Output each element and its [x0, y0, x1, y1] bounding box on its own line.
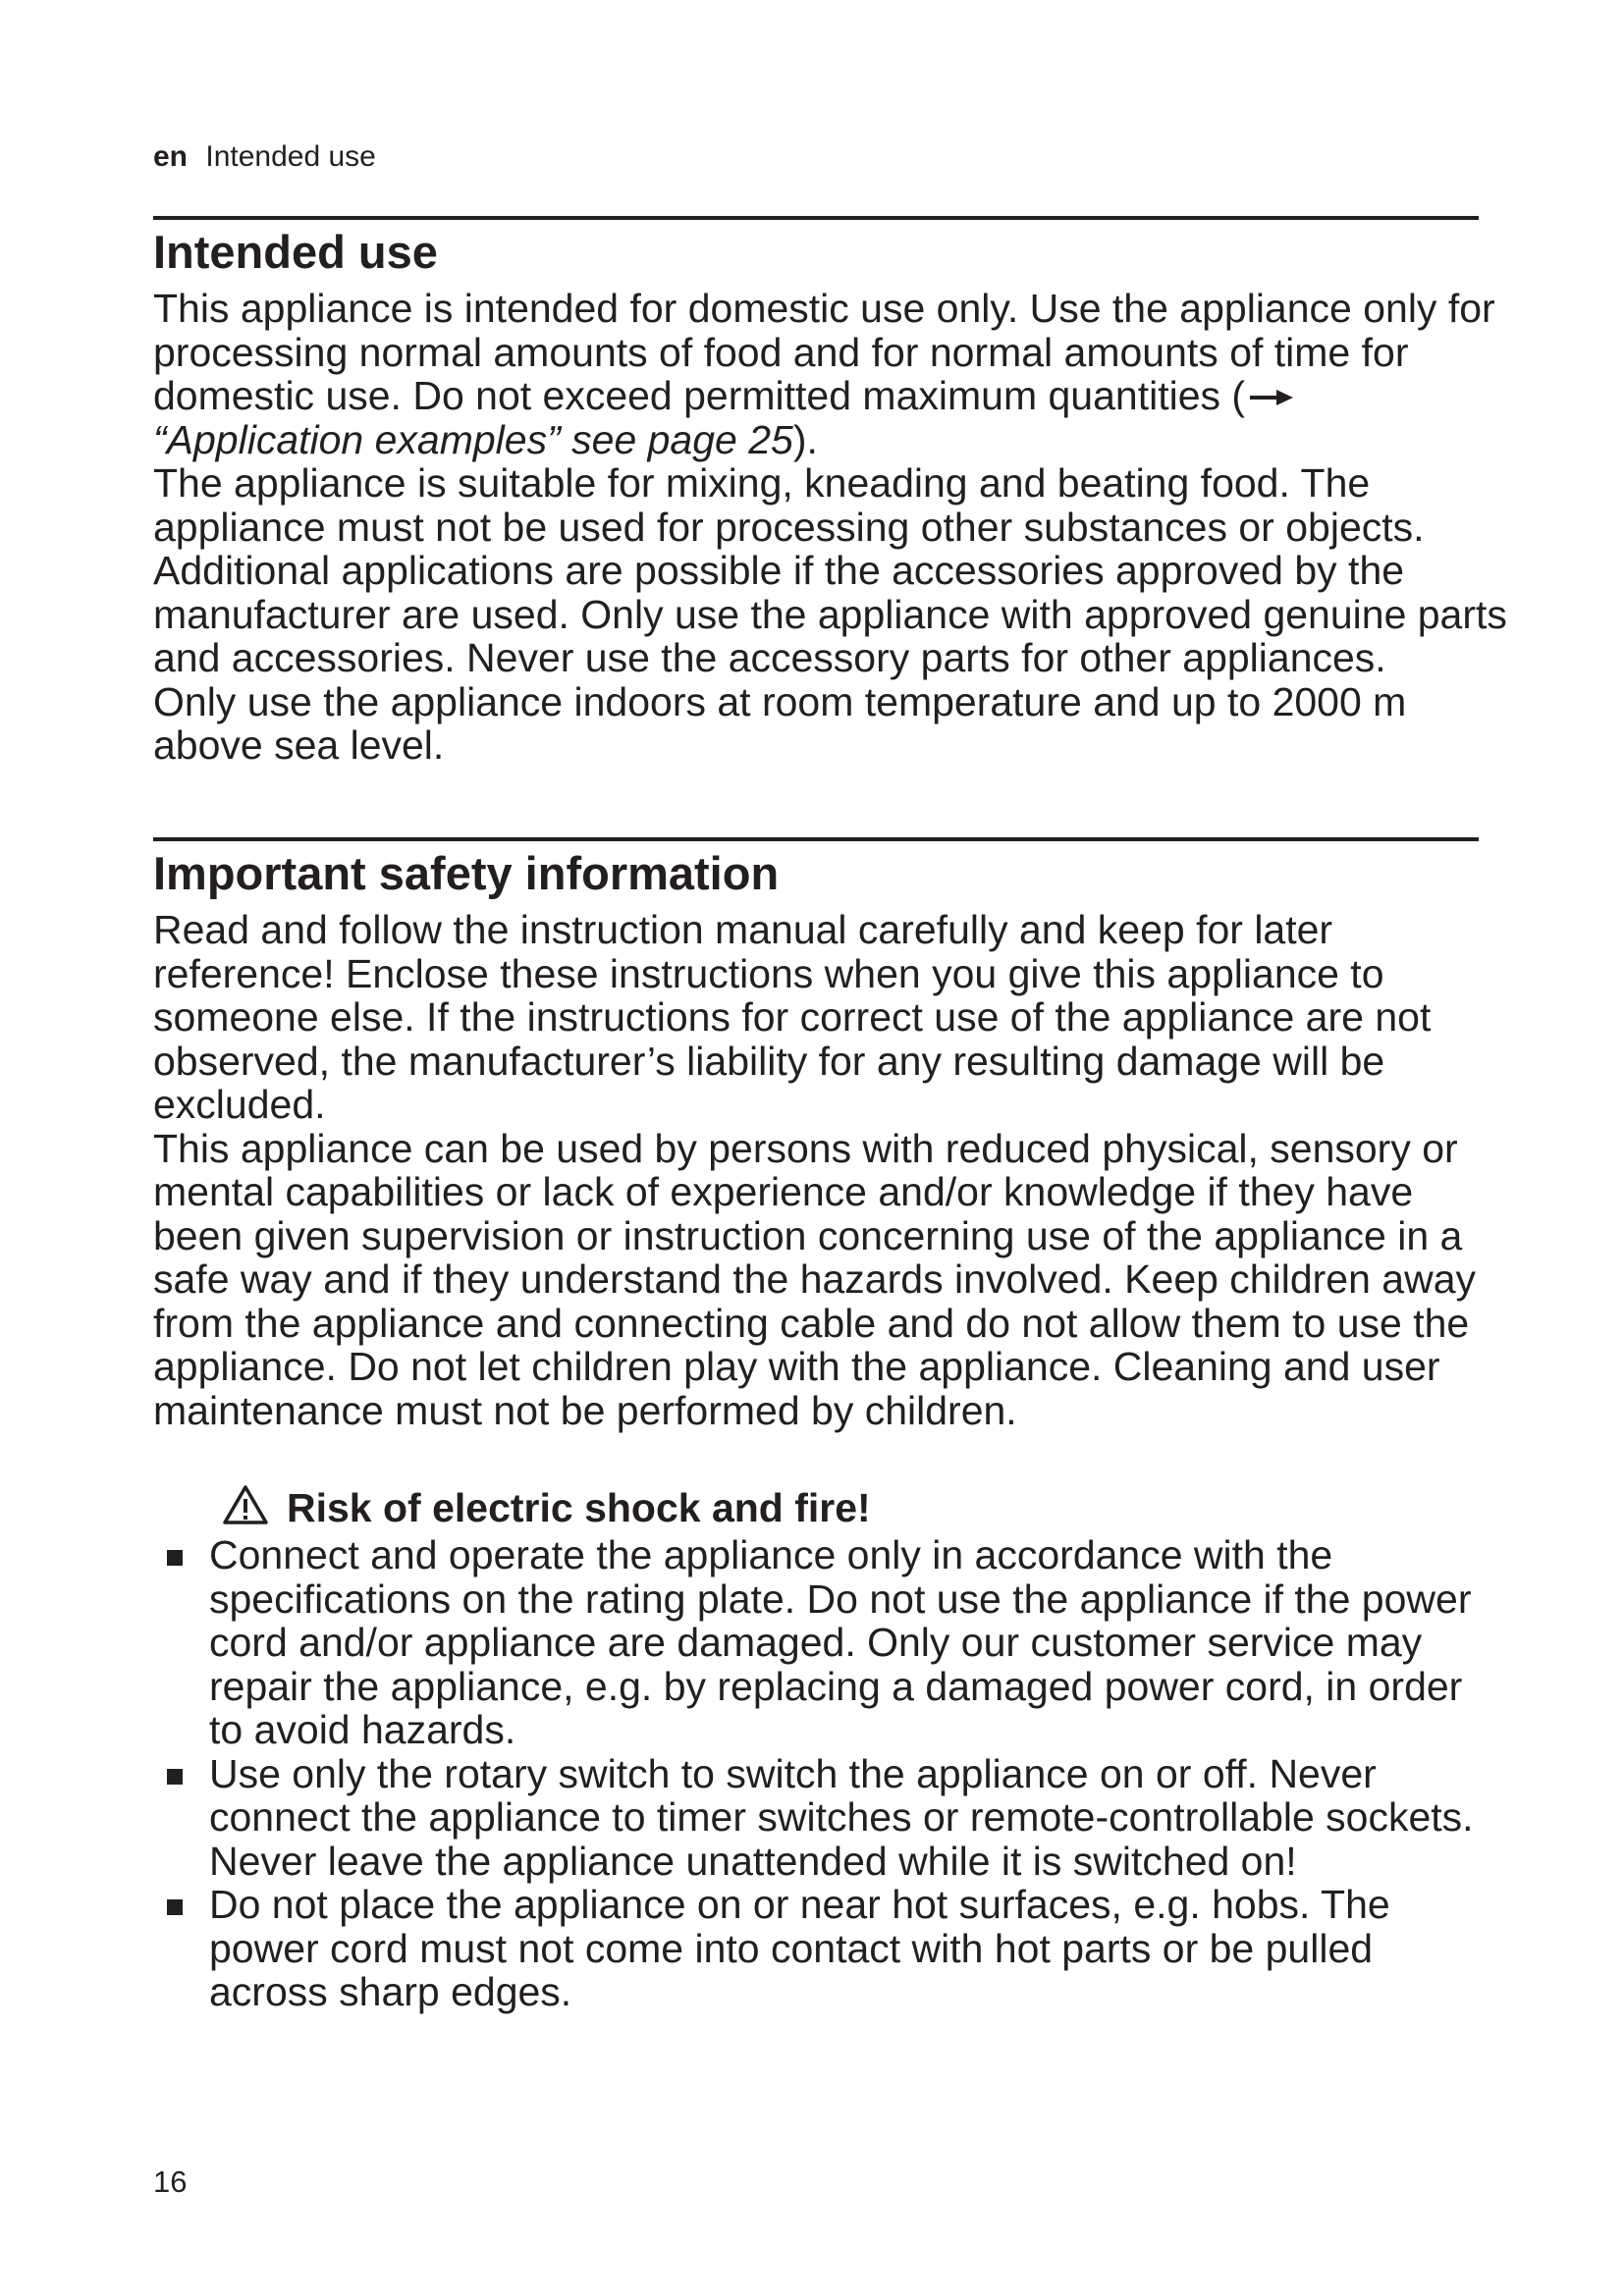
- list-item-text: Use only the rotary switch to switch the appliance on or off. Never connect the appliance to timer switches or remote-controllable sockets. Never leave the appliance unattended while it is switched on!: [209, 1750, 1474, 1884]
- section-divider: [153, 837, 1479, 841]
- intended-use-text: This appliance is intended for domestic use only. Use the appliance only for processing normal amounts of food and for normal amounts of time for domestic use. Do not exceed permitted maximum quantities (: [153, 286, 1495, 418]
- list-item-text: Connect and operate the appliance only in accordance with the specifications on the rating plate. Do not use the appliance if the power cord and/or appliance are damaged. Only our customer service may repair the appliance, e.g. by replacing a damaged power cord, in order to avoid hazards.: [209, 1532, 1472, 1752]
- safety-body: [153, 908, 1508, 1432]
- application-examples-link[interactable]: “Application examples” see page 25: [153, 416, 793, 462]
- warning-triangle-icon: [222, 1484, 269, 1525]
- square-bullet-icon: [167, 1550, 183, 1566]
- safety-paragraph: This appliance can be used by persons with reduced physical, sensory or mental capabilities or lack of experience and/or knowledge if they have been given supervision or instruction concerning use of the appliance in a safe way and if they understand the hazards involved. Keep children away from the appliance and connecting cable and do not allow them to use the appliance. Do not let children play with the appliance. Cleaning and user maintenance must not be performed by children.: [153, 1125, 1476, 1433]
- list-item: [153, 1533, 1489, 1752]
- square-bullet-icon: [167, 1899, 183, 1915]
- intended-use-paragraph: Only use the appliance indoors at room temperature and up to 2000 m above sea level.: [153, 678, 1407, 768]
- page-number: 16: [153, 2164, 188, 2199]
- arrow-right-icon: [1249, 388, 1294, 407]
- intended-use-text-end: ).: [792, 416, 818, 462]
- square-bullet-icon: [167, 1769, 183, 1785]
- running-header-title: Intended use: [205, 140, 376, 173]
- intended-use-body: [153, 287, 1508, 768]
- running-header: [153, 139, 376, 175]
- language-code: en: [153, 140, 189, 173]
- list-item: [153, 1883, 1489, 2014]
- intended-use-heading: Intended use: [153, 226, 438, 278]
- intended-use-paragraph: [153, 287, 1508, 461]
- safety-heading: Important safety information: [153, 847, 780, 899]
- intended-use-paragraph: The appliance is suitable for mixing, kneading and beating food. The appliance must not be used for processing other substances or objects. Additional applications are possible if the accessories approved by the manufacturer are used. Only use the appliance with approved genuine parts and accessories. Never use the accessory parts for other appliances.: [153, 460, 1507, 680]
- list-item-text: Do not place the appliance on or near hot surfaces, e.g. hobs. The power cord must not come into contact with hot parts or be pulled across sharp edges.: [209, 1882, 1390, 2014]
- section-divider: [153, 216, 1479, 220]
- list-item: [153, 1752, 1489, 1884]
- safety-bullet-list: [153, 1533, 1489, 2014]
- warning-heading: [222, 1483, 871, 1532]
- warning-heading-text: Risk of electric shock and fire!: [287, 1485, 871, 1530]
- safety-paragraph: Read and follow the instruction manual carefully and keep for later reference! Enclose these instructions when you give this appliance to someone else. If the instructions for correct use of the appliance are not observed, the manufacturer’s liability for any resulting damage will be excluded.: [153, 907, 1432, 1127]
